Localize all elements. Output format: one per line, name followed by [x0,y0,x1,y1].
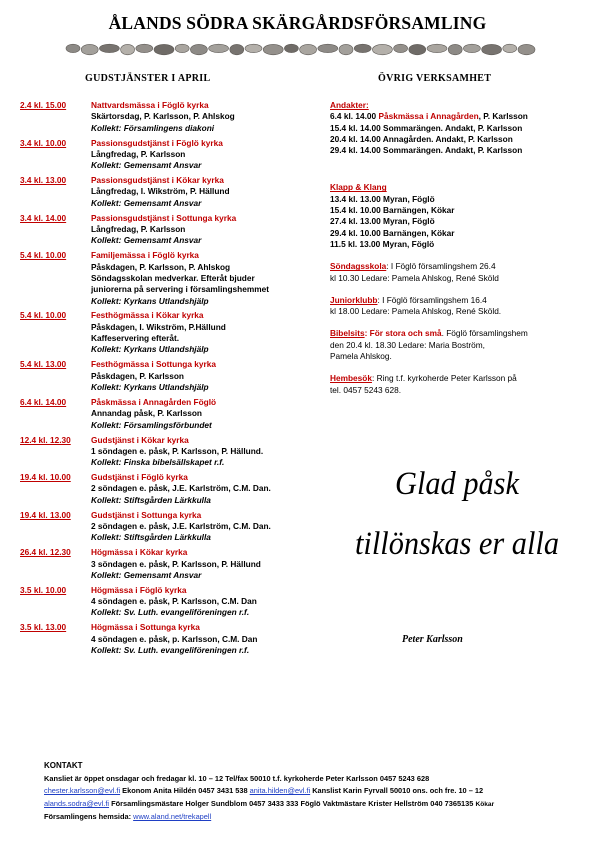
service-collect: Kollekt: Stiftsgården Lärkkulla [91,494,211,505]
activities-column [330,100,578,396]
service-date: 3.5 kl. 10.00 [20,584,67,595]
andakter-label: Andakter: [330,100,369,110]
service-entry [20,250,320,306]
service-detail: Långfredag, I. Wikström, P. Hällund [91,186,230,197]
service-title: Gudstjänst i Kökar kyrka [91,434,189,445]
page-title: ÅLANDS SÖDRA SKÄRGÅRDSFÖRSAMLING [108,13,487,33]
andakt-item: 15.4 kl. 14.00 Sommarängen. Andakt, P. Karlsson [330,122,523,133]
service-title: Högmässa i Föglö kyrka [91,584,187,595]
contact-line: chester.karlsson@evl.fi Ekonom Anita Hildén 0457 3431 538 anita.hilden@evl.fi Kanslist Karin Fyrvall 50010 ons. och fre. 10 – 12 [44,786,484,796]
service-entry [20,310,320,355]
service-detail: 2 söndagen e. påsk, J.E. Karlström, C.M. Dan. [91,520,271,531]
email-link[interactable]: alands.sodra@evl.fi [44,798,110,808]
services-list [20,100,320,660]
service-entry [20,213,320,247]
service-date: 3.4 kl. 10.00 [20,137,67,148]
andakt-item: 6.4 kl. 14.00 Påskmässa i Annagården, P. Karlsson [330,111,528,122]
service-entry [20,585,320,619]
service-collect: Kollekt: Församlingens diakoni [91,122,215,133]
stone-shape [175,44,189,52]
service-entry [20,100,320,134]
stone-shape [284,44,298,52]
service-title: Passionsgudstjänst i Föglö kyrka [91,137,223,148]
service-detail: juniorerna på servering i församlingshemmet [91,284,269,295]
service-title: Påskmässa i Annagården Föglö [91,396,217,407]
service-date: 3.5 kl. 13.00 [20,622,67,633]
service-title: Passionsgudstjänst i Kökar kyrka [91,175,224,186]
klapp-item: 15.4 kl. 10.00 Barnängen, Kökar [330,205,455,216]
contact-heading: KONTAKT [44,761,83,770]
service-title: Högmässa i Sottunga kyrka [91,622,200,633]
service-title: Högmässa i Kökar kyrka [91,547,188,558]
service-date: 12.4 kl. 12.30 [20,434,71,445]
service-collect: Kollekt: Finska bibelsällskapet r.f. [91,457,225,468]
service-title: Passionsgudstjänst i Sottunga kyrka [91,212,237,223]
service-entry [20,547,320,581]
andakt-item: 20.4 kl. 14.00 Annagården. Andakt, P. Karlsson [330,133,513,144]
service-entry [20,138,320,172]
service-detail: 1 söndagen e. påsk, P. Karlsson, P. Hällund. [91,445,264,456]
contact-section [44,760,584,824]
andakter-section [330,100,578,156]
contact-line: Kansliet är öppet onsdagar och fredagar kl. 10 – 12 Tel/fax 50010 t.f. kyrkoherde Peter Karlsson 0457 5243 628 [44,773,430,783]
stone-shape [409,44,426,54]
stone-shape [354,44,371,52]
service-entry [20,435,320,469]
sondagsskola-label: Söndagsskola [330,261,387,272]
service-detail: 3 söndagen e. påsk, P. Karlsson, P. Hällund [91,558,261,569]
service-detail: Långfredag, P. Karlsson [91,224,186,235]
stone-shape [121,44,135,54]
klapp-item: 29.4 kl. 10.00 Barnängen, Kökar [330,227,455,238]
stone-border-decoration [62,40,540,58]
service-date: 5.4 kl. 10.00 [20,250,67,261]
bibelsits-section: Bibelsits: För stora och små. Föglö församlingshem den 20.4 kl. 18.30 Ledare: Maria Boström, Pamela Ahlskog. [330,328,528,362]
stone-shape [448,44,462,54]
service-detail: 2 söndagen e. påsk, J.E. Karlström, C.M. Dan. [91,483,271,494]
service-collect: Kollekt: Församlingsförbundet [91,419,212,430]
service-date: 3.4 kl. 13.00 [20,175,67,186]
service-detail: Skärtorsdag, P. Karlsson, P. Ahlskog [91,111,235,122]
email-link[interactable]: chester.karlsson@evl.fi [44,786,121,796]
service-detail: Påskdagen, P. Karlsson [91,370,184,381]
service-collect: Kollekt: Stiftsgården Lärkkulla [91,532,211,543]
service-entry [20,175,320,209]
stone-shape [190,44,207,54]
service-title: Festhögmässa i Sottunga kyrka [91,359,216,370]
stone-shape [482,44,502,54]
contact-line: alands.sodra@evl.fi Församlingsmästare Holger Sundblom 0457 3433 333 Föglö Vaktmästare Krister Hellström 040 7365135 Kökar [44,798,495,808]
klapp-item: 27.4 kl. 13.00 Myran, Föglö [330,216,435,227]
service-detail: Påskdagen, P. Karlsson, P. Ahlskog [91,261,231,272]
stone-shape [245,44,262,52]
service-collect: Kollekt: Gemensamt Ansvar [91,197,202,208]
stone-shape [463,44,480,52]
stone-shape [518,44,535,54]
service-detail: 4 söndagen e. påsk, p. Karlsson, C.M. Dan [91,633,258,644]
service-entry [20,397,320,431]
service-date: 5.4 kl. 13.00 [20,359,67,370]
service-date: 26.4 kl. 12.30 [20,547,71,558]
service-entry [20,359,320,393]
stone-shape [99,44,119,52]
service-title: Familjemässa i Föglö kyrka [91,250,199,261]
stone-shape [66,44,80,52]
service-date: 19.4 kl. 10.00 [20,472,71,483]
service-date: 2.4 kl. 15.00 [20,100,67,110]
activities-heading: ÖVRIG VERKSAMHET [378,73,492,84]
juniorklubb-label: Juniorklubb [330,294,378,305]
service-date: 5.4 kl. 10.00 [20,310,67,321]
stone-shape [339,44,353,54]
service-detail: Söndagsskolan medverkar. Efteråt bjuder [91,272,255,283]
stone-shape [503,44,517,52]
service-title: Gudstjänst i Sottunga kyrka [91,509,202,520]
service-detail: 4 söndagen e. påsk, P. Karlsson, C.M. Dan [91,596,257,607]
service-collect: Kollekt: Kyrkans Utlandshjälp [91,295,209,306]
service-date: 6.4 kl. 14.00 [20,396,67,407]
stone-shape [230,44,244,54]
service-entry [20,622,320,656]
hembesok-section: Hembesök: Ring t.f. kyrkoherde Peter Karlsson på tel. 0457 5243 628. [330,373,517,395]
hembesok-label: Hembesök [330,373,372,384]
contact-line: Församlingens hemsida: www.aland.net/trekapell [44,812,212,822]
klapp-klang-label: Klapp & Klang [330,182,387,193]
email-link[interactable]: anita.hilden@evl.fi [249,786,311,796]
service-detail: Långfredag, P. Karlsson [91,148,186,159]
service-detail: Annandag påsk, P. Karlsson [91,408,202,419]
klapp-item: 13.4 kl. 13.00 Myran, Föglö [330,193,435,204]
service-collect: Kollekt: Sv. Luth. evangeliföreningen r.f. [91,607,250,618]
service-entry [20,472,320,506]
service-collect: Kollekt: Kyrkans Utlandshjälp [91,381,209,392]
service-title: Nattvardsmässa i Föglö kyrka [91,100,209,110]
service-detail: Kaffeservering efteråt. [91,333,180,344]
service-collect: Kollekt: Sv. Luth. evangeliföreningen r.f. [91,645,250,655]
service-collect: Kollekt: Gemensamt Ansvar [91,569,202,580]
bibelsits-label: Bibelsits [330,328,365,339]
sondagsskola-section: Söndagsskola: I Föglö församlingshem 26.4 kl 10.30 Ledare: Pamela Ahlskog, René Sköld [330,261,499,283]
stone-shape [372,44,392,54]
homepage-link[interactable]: www.aland.net/trekapell [133,812,212,822]
stone-shape [318,44,338,52]
service-title: Gudstjänst i Föglö kyrka [91,472,188,483]
service-collect: Kollekt: Kyrkans Utlandshjälp [91,344,209,355]
stone-shape [427,44,447,52]
service-entry [20,510,320,544]
greeting-line-2: tillönskas er alla [354,526,560,562]
andakt-item: 29.4 kl. 14.00 Sommarängen. Andakt, P. Karlsson [330,145,523,156]
service-collect: Kollekt: Gemensamt Ansvar [91,235,202,246]
juniorklubb-section: Juniorklubb: I Föglö församlingshem 16.4 kl 18.00 Ledare: Pamela Ahlskog, René Sköld. [330,294,502,317]
greeting-line-1: Glad påsk [395,466,519,502]
stone-shape [136,44,153,52]
stone-shape [154,44,174,54]
service-date: 3.4 kl. 14.00 [20,212,67,223]
service-title: Festhögmässa i Kökar kyrka [91,310,204,321]
service-collect: Kollekt: Gemensamt Ansvar [91,160,202,171]
stone-shape [263,44,283,54]
stone-shape [394,44,408,52]
stone-shape [300,44,317,54]
signature: Peter Karlsson [402,634,463,645]
klapp-item: 11.5 kl. 13.00 Myran, Föglö [330,238,435,249]
service-detail: Påskdagen, I. Wikström, P.Hällund [91,321,226,332]
stone-shape [81,44,98,54]
service-date: 19.4 kl. 13.00 [20,509,71,520]
services-heading: GUDSTJÄNSTER I APRIL [85,73,211,84]
stone-shape [209,44,229,52]
klapp-klang-section [330,182,578,250]
